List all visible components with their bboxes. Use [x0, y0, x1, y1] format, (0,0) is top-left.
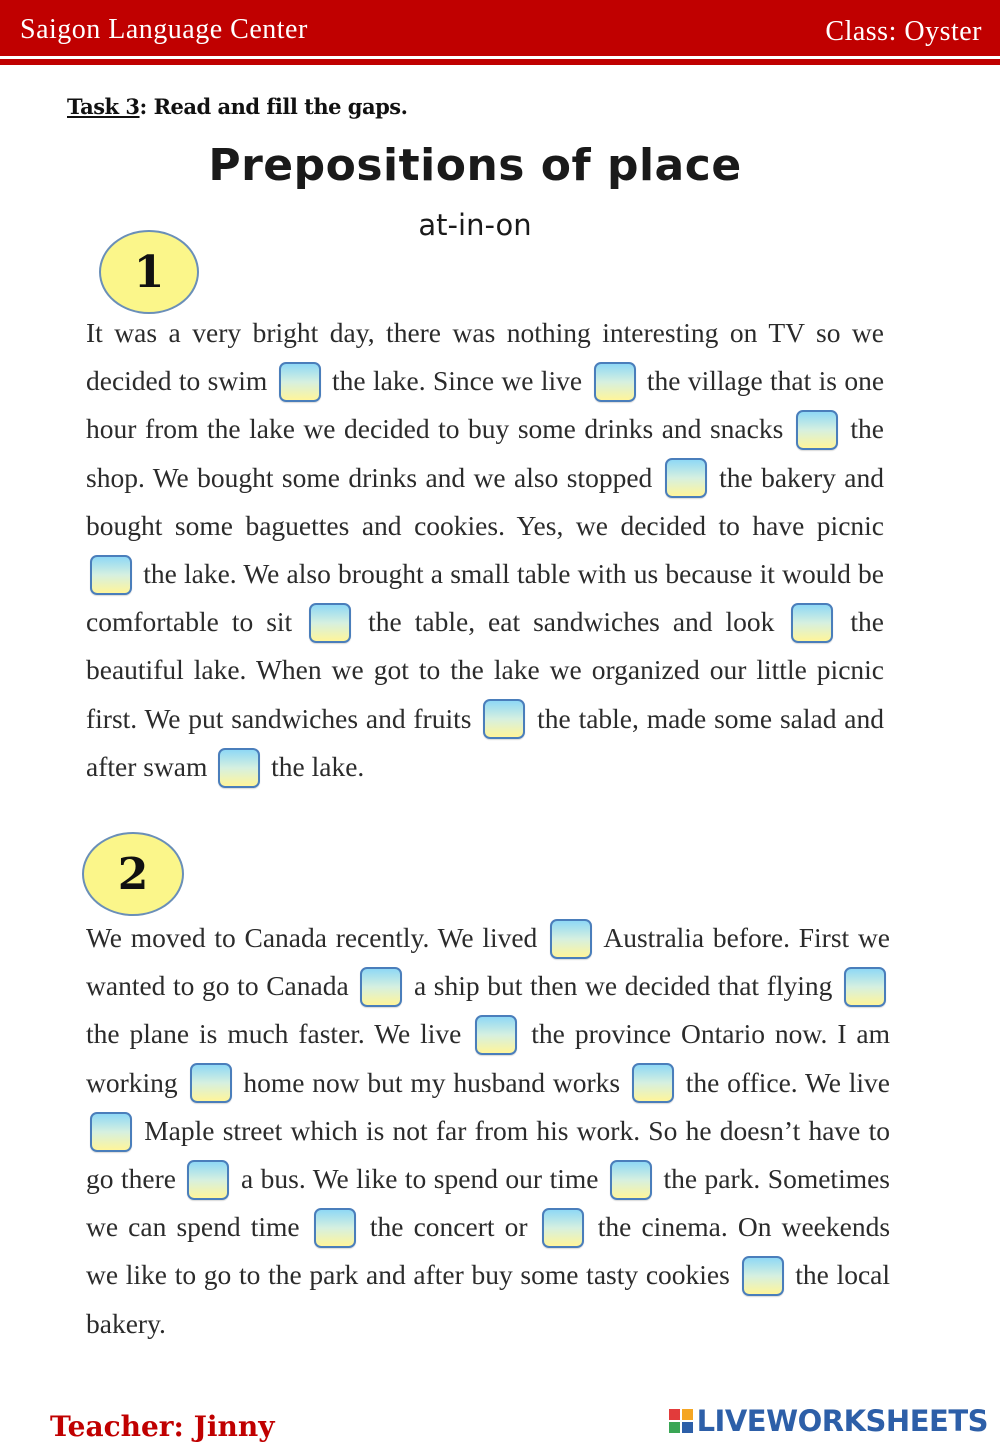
passage-text: the lake. — [271, 750, 365, 782]
header-divider — [0, 59, 1000, 65]
section-number-badge: 2 — [82, 832, 184, 916]
passage-text: the local bakery. — [86, 1259, 891, 1339]
class-label: Class: Oyster — [825, 16, 982, 47]
passage-text: We moved to Canada recently. We lived — [86, 922, 538, 953]
answer-gap[interactable] — [187, 1160, 229, 1200]
header-bar — [0, 0, 1000, 59]
passage-text: a ship but then we decided that flying — [413, 970, 833, 1002]
passage-text: the lake. Since we live — [331, 365, 583, 397]
passage-text: the table, made some salad and after swam — [86, 702, 885, 782]
passage-text: the village that is one hour from the lake we decided to buy some drinks and snacks — [86, 365, 885, 445]
passage-text: the lake. We also brought a small table with us because it would be comfortable to sit — [86, 558, 884, 638]
answer-gap[interactable] — [796, 410, 838, 450]
passage-text: the park. Sometimes we can spend time — [86, 1163, 891, 1243]
answer-gap[interactable] — [90, 1112, 132, 1152]
passage-text: the beautiful lake. When we got to the lake we organized our little picnic first. We put sandwiches and fruits — [86, 606, 884, 734]
liveworksheets-icon — [669, 1409, 693, 1433]
answer-gap[interactable] — [665, 458, 707, 498]
answer-gap[interactable] — [791, 603, 833, 643]
passage-text: the table, eat sandwiches and look — [368, 606, 775, 638]
passage-text: the office. We live — [685, 1066, 891, 1098]
passage-text: home now but my husband works — [243, 1066, 621, 1098]
passage-text: the concert or — [369, 1211, 528, 1243]
passage-text: the plane is much faster. We live — [86, 1018, 462, 1050]
answer-gap[interactable] — [844, 967, 886, 1007]
liveworksheets-text: LIVEWORKSHEETS — [696, 1404, 988, 1438]
section-number-badge: 1 — [99, 230, 199, 314]
passage-text: the bakery and bought some baguettes and cookies. Yes, we decided to have picnic — [86, 461, 885, 541]
passage-text: Australia before. First we wanted to go to Canada — [86, 922, 891, 1002]
answer-gap[interactable] — [360, 967, 402, 1007]
passage-text: the cinema. On weekends we like to go to the park and after buy some tasty cookies — [86, 1211, 891, 1291]
worksheet-subtitle: at-in-on — [418, 208, 532, 242]
task-label: Task 3 — [67, 94, 140, 119]
answer-gap[interactable] — [475, 1015, 517, 1055]
answer-gap[interactable] — [610, 1160, 652, 1200]
school-name: Saigon Language Center — [20, 14, 308, 45]
passage-text: It was a very bright day, there was nothing interesting on TV so we decided to swim — [86, 317, 884, 397]
answer-gap[interactable] — [314, 1208, 356, 1248]
task-instruction: : Read and fill the gaps. — [139, 94, 408, 119]
answer-gap[interactable] — [90, 555, 132, 595]
worksheet-title: Prepositions of place — [208, 140, 742, 191]
answer-gap[interactable] — [218, 748, 260, 788]
answer-gap[interactable] — [742, 1256, 784, 1296]
passage-text: Maple street which is not far from his work. So he doesn’t have to go there — [86, 1114, 890, 1195]
answer-gap[interactable] — [542, 1208, 584, 1248]
teacher-name: Teacher: Jinny — [50, 1410, 275, 1443]
passage-text: the shop. We bought some drinks and we also stopped — [86, 413, 885, 493]
passage-2 — [86, 914, 890, 1348]
passage-text: the province Ontario now. I am working — [86, 1018, 891, 1098]
passage-text: a bus. We like to spend our time — [240, 1163, 599, 1195]
answer-gap[interactable] — [632, 1063, 674, 1103]
liveworksheets-logo[interactable] — [669, 1404, 988, 1438]
answer-gap[interactable] — [594, 362, 636, 402]
answer-gap[interactable] — [550, 919, 592, 959]
answer-gap[interactable] — [279, 362, 321, 402]
task-heading — [67, 94, 407, 119]
answer-gap[interactable] — [309, 603, 351, 643]
answer-gap[interactable] — [483, 699, 525, 739]
passage-1 — [86, 309, 884, 791]
answer-gap[interactable] — [190, 1063, 232, 1103]
